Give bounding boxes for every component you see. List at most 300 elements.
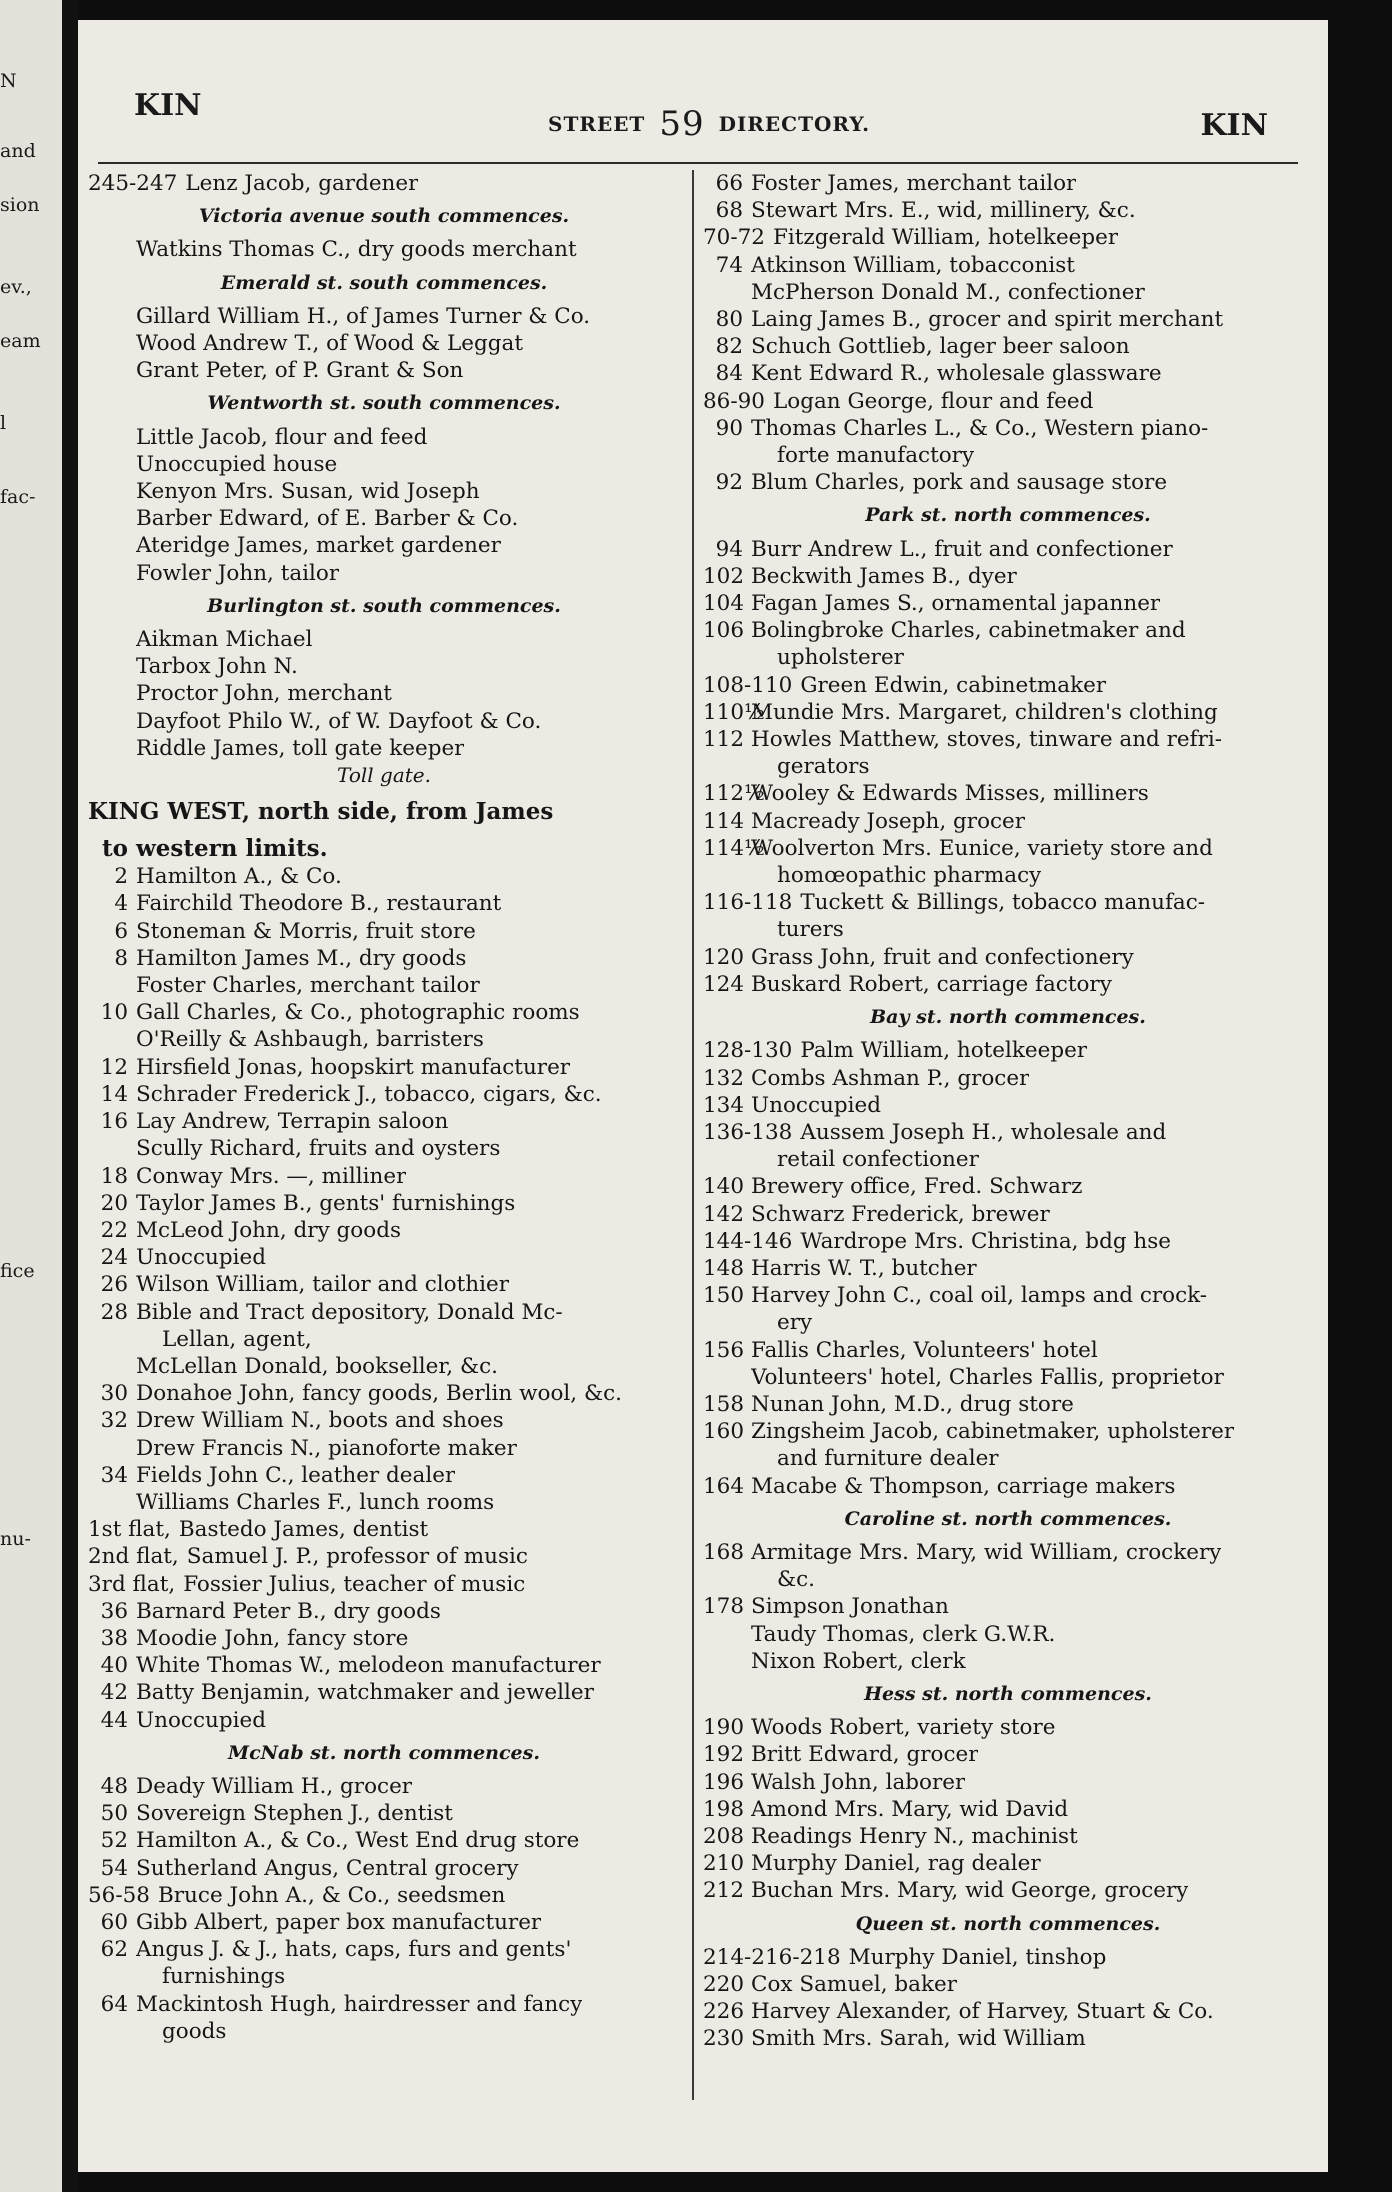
directory-entry [88,330,680,357]
entry-text: Gall Charles, & Co., photographic rooms [136,1000,580,1026]
entry-text: McLeod John, dry goods [136,1217,401,1243]
street-number [88,303,128,330]
entry-text: Thomas Charles L., & Co., Western piano- [751,415,1209,441]
street-number [88,1353,128,1380]
directory-entry [703,1769,1313,1796]
directory-entry [88,1652,680,1679]
entry-text: Samuel J. P., professor of music [186,1544,528,1570]
directory-entry [703,333,1313,360]
previous-page-fragment: l [0,412,7,434]
directory-entry [88,1936,680,1963]
directory-entry [88,1163,680,1190]
entry-text: Moodie John, fancy store [136,1625,409,1651]
directory-entry [703,1971,1313,1998]
entry-text: Tarbox John N. [136,654,298,680]
entry-text: White Thomas W., melodeon manufacturer [136,1653,601,1679]
running-head-directory: DIRECTORY. [718,112,871,136]
entry-continuation [703,1146,1313,1173]
street-number [703,1621,743,1648]
street-number [88,653,128,680]
entry-text: Wooley & Edwards Misses, milliners [751,781,1149,807]
entry-text: Nixon Robert, clerk [751,1648,966,1674]
street-number: 164 [703,1473,745,1499]
street-number: 62 [100,1937,128,1963]
cross-street-heading: Wentworth st. south commences. [207,392,561,415]
previous-page-fragment: nu- [0,1528,31,1550]
directory-entry [88,735,680,762]
directory-entry [703,1473,1313,1500]
entry-text: Howles Matthew, stoves, tinware and refri- [751,727,1223,753]
street-number: 110½ [703,699,765,725]
street-number: 28 [100,1299,128,1325]
entry-continuation [703,1309,1313,1336]
street-number: 128-130 [703,1038,793,1064]
entry-text: retail confectioner [777,1147,979,1173]
header-rule [98,162,1298,164]
page-number: 59 [659,104,705,144]
directory-entry [703,617,1313,644]
entry-text: Tuckett & Billings, tobacco manufac- [800,890,1206,916]
directory-entry [88,1217,680,1244]
street-number [88,1026,128,1053]
street-number: 92 [715,470,743,496]
directory-entry [88,1489,680,1516]
entry-text: Hamilton A., & Co. [136,864,342,890]
entry-text: Grass John, fruit and confectionery [751,944,1134,970]
directory-entry [703,1714,1313,1741]
section-heading: KING WEST, north side, from James [88,798,554,826]
entry-text: Beckwith James B., dyer [751,563,1017,589]
entry-text: Volunteers' hotel, Charles Fallis, proprietor [751,1364,1224,1390]
directory-entry [88,532,680,559]
directory-entry [88,1435,680,1462]
street-number: 190 [703,1715,745,1741]
street-number: 198 [703,1796,745,1822]
directory-entry [703,224,1313,251]
street-number: 220 [703,1972,745,1997]
entry-text: Woolverton Mrs. Eunice, variety store and [751,835,1213,861]
directory-entry [703,1944,1313,1971]
directory-entry [88,1625,680,1652]
entry-text: Logan George, flour and feed [772,388,1094,414]
entry-text: Burr Andrew L., fruit and confectioner [751,536,1173,562]
street-number: 30 [100,1381,128,1407]
previous-page-fragment: fac- [0,486,36,508]
directory-entry [703,1850,1313,1877]
cross-street-heading: Bay st. north commences. [870,1006,1146,1029]
street-number: 160 [703,1419,745,1445]
directory-entry [703,306,1313,333]
running-head-center [548,100,871,144]
directory-entry [88,1516,680,1543]
street-number: 22 [100,1217,128,1243]
entry-text: Drew Francis N., pianoforte maker [136,1435,517,1461]
directory-entry [88,236,680,263]
street-number: 210 [703,1851,745,1877]
entry-text: Lay Andrew, Terrapin saloon [136,1109,449,1135]
entry-text: and furniture dealer [777,1446,999,1472]
street-number: 104 [703,591,745,617]
previous-page-fragment: N [0,70,17,92]
entry-text: Mackintosh Hugh, hairdresser and fancy [136,1991,583,2017]
directory-entry [703,1337,1313,1364]
street-number: 36 [100,1598,128,1624]
street-number: 50 [100,1801,128,1827]
directory-entry [703,197,1313,224]
street-number: 116-118 [703,890,793,916]
entry-text: Batty Benjamin, watchmaker and jeweller [136,1680,594,1706]
entry-text: Stewart Mrs. E., wid, millinery, &c. [751,198,1136,224]
entry-text: Mundie Mrs. Margaret, children's clothing [751,699,1218,725]
directory-entry [88,1190,680,1217]
running-head-right: KIN [1200,108,1268,143]
directory-entry [703,672,1313,699]
street-number: 34 [100,1462,128,1488]
entry-continuation [88,1326,680,1353]
directory-entry [88,626,680,653]
entry-text: Buskard Robert, carriage factory [751,971,1112,997]
street-number: 196 [703,1769,745,1795]
entry-text: Foster Charles, merchant tailor [136,973,480,999]
cross-street-heading: Queen st. north commences. [855,1912,1161,1935]
entry-text: Harvey Alexander, of Harvey, Stuart & Co. [751,1999,1214,2025]
street-number: 38 [100,1625,128,1651]
entry-text: Combs Ashman P., grocer [751,1065,1030,1091]
directory-entry [703,971,1313,998]
street-number: 112 [703,727,745,753]
entry-text: Lenz Jacob, gardener [185,171,419,196]
previous-page-fragment: sion [0,194,40,216]
street-number: 192 [703,1742,745,1768]
street-number: 214-216-218 [703,1944,841,1970]
directory-entry [703,170,1313,197]
entry-text: Barber Edward, of E. Barber & Co. [136,506,519,532]
directory-entry [703,415,1313,442]
directory-entry [88,1827,680,1854]
entry-text: Bastedo James, dentist [178,1517,429,1543]
directory-entry [703,944,1313,971]
street-number [88,451,128,478]
directory-entry [88,1882,680,1909]
entry-number-blank [703,753,743,780]
directory-entry [703,699,1313,726]
directory-entry [88,1271,680,1298]
street-number: 120 [703,944,745,970]
street-number: 2nd flat, [88,1544,179,1570]
entry-number-blank [88,1963,128,1990]
entry-text: Taylor James B., gents' furnishings [136,1190,516,1216]
street-number: 124 [703,971,745,997]
street-number [88,424,128,451]
entry-text: Unoccupied [136,1707,266,1733]
entry-text: Bruce John A., & Co., seedsmen [157,1882,506,1908]
directory-entry [88,1407,680,1434]
entry-text: Brewery office, Fred. Schwarz [751,1174,1083,1200]
entry-text: Dayfoot Philo W., of W. Dayfoot & Co. [136,708,542,734]
entry-text: Little Jacob, flour and feed [136,424,428,450]
entry-text: Harvey John C., coal oil, lamps and crock- [751,1283,1208,1309]
directory-entry [88,1353,680,1380]
previous-page-fragment: eam [0,330,41,352]
entry-text: McPherson Donald M., confectioner [751,279,1145,305]
entry-text: gerators [777,754,870,780]
street-number: 66 [715,171,743,196]
left-column [88,170,680,2045]
street-number: 64 [100,1991,128,2017]
directory-entry [703,808,1313,835]
directory-entry [88,999,680,1026]
entry-text: Murphy Daniel, tinshop [848,1944,1107,1970]
entry-text: Britt Edward, grocer [751,1742,979,1768]
street-number: 18 [100,1163,128,1189]
entry-text: Stoneman & Morris, fruit store [136,918,476,944]
directory-entry [88,560,680,587]
entry-text: Fields John C., leather dealer [136,1462,456,1488]
street-number: 70-72 [703,225,765,251]
directory-entry [703,1796,1313,1823]
entry-number-blank [703,644,743,671]
street-number: 6 [114,918,128,944]
entry-text: Simpson Jonathan [751,1594,949,1620]
directory-entry [703,360,1313,387]
section-heading-continued: to western limits. [102,835,328,863]
street-number [703,279,743,306]
directory-entry [88,357,680,384]
street-number: 40 [100,1653,128,1679]
street-number: 54 [100,1855,128,1881]
entry-text: Drew William N., boots and shoes [136,1408,504,1434]
street-number: 148 [703,1255,745,1281]
entry-text: Taudy Thomas, clerk G.W.R. [751,1621,1056,1647]
street-number: 144-146 [703,1228,793,1254]
directory-entry [88,1081,680,1108]
directory-page [78,20,1328,2172]
entry-text: Blum Charles, pork and sausage store [751,470,1168,496]
street-number: 32 [100,1408,128,1434]
street-number [88,680,128,707]
entry-text: Atkinson William, tobacconist [751,252,1075,278]
street-number: 44 [100,1707,128,1733]
street-number: 230 [703,2026,745,2052]
entry-text: Watkins Thomas C., dry goods merchant [136,237,577,263]
entry-number-blank [703,862,743,889]
cross-street-heading: Victoria avenue south commences. [198,205,570,228]
street-number: 16 [100,1109,128,1135]
directory-entry [703,726,1313,753]
entry-text: Williams Charles F., lunch rooms [136,1489,495,1515]
entry-text: Foster James, merchant tailor [751,171,1077,196]
directory-entry [88,1380,680,1407]
street-number: 52 [100,1828,128,1854]
directory-entry [703,1092,1313,1119]
directory-entry [88,1991,680,2018]
directory-entry [88,972,680,999]
directory-entry [88,505,680,532]
running-head-left: KIN [134,88,202,123]
directory-entry [703,1119,1313,1146]
entry-number-blank [703,1445,743,1472]
street-number: 142 [703,1201,745,1227]
entry-text: Smith Mrs. Sarah, wid William [751,2026,1086,2052]
entry-text: Proctor John, merchant [136,681,392,707]
directory-entry [88,863,680,890]
directory-entry [88,1773,680,1800]
entry-text: Hamilton James M., dry goods [136,945,467,971]
cross-street-heading: McNab st. north commences. [228,1741,540,1764]
entry-text: Gillard William H., of James Turner & Co. [136,303,591,329]
directory-entry [88,424,680,451]
cross-street-heading: Caroline st. north commences. [844,1507,1172,1530]
entry-continuation [703,916,1313,943]
directory-entry [88,945,680,972]
street-number: 94 [715,536,743,562]
directory-entry [703,1621,1313,1648]
entry-text: Zingsheim Jacob, cabinetmaker, upholsterer [751,1419,1235,1445]
street-number: 4 [114,891,128,917]
entry-continuation [703,442,1313,469]
entry-text: Aikman Michael [136,627,313,653]
street-number: 42 [100,1680,128,1706]
directory-entry [703,1648,1313,1675]
directory-entry [703,1282,1313,1309]
street-number: 8 [114,945,128,971]
street-number [88,505,128,532]
street-number: 106 [703,618,745,644]
directory-entry [88,653,680,680]
directory-entry [88,1800,680,1827]
street-number [88,708,128,735]
street-number [88,626,128,653]
directory-entry [88,1299,680,1326]
street-number: 12 [100,1054,128,1080]
street-number: 24 [100,1245,128,1271]
directory-entry [88,451,680,478]
entry-text: Kenyon Mrs. Susan, wid Joseph [136,479,480,505]
street-number: 114 [703,808,745,834]
entry-text: Scully Richard, fruits and oysters [136,1136,501,1162]
directory-entry [703,1418,1313,1445]
entry-text: turers [777,917,844,943]
entry-text: furnishings [162,1964,286,1990]
entry-text: Buchan Mrs. Mary, wid George, grocery [751,1878,1189,1904]
directory-entry [703,889,1313,916]
directory-entry [703,1065,1313,1092]
entry-text: Wardrope Mrs. Christina, bdg hse [800,1228,1172,1254]
previous-page-fragment: and [0,140,36,162]
street-number [88,478,128,505]
entry-text: Bible and Tract depository, Donald Mc- [136,1299,563,1325]
entry-text: Barnard Peter B., dry goods [136,1598,441,1624]
street-number: 112½ [703,781,765,807]
street-number: 208 [703,1823,745,1849]
directory-entry [88,1571,680,1598]
entry-text: Angus J. & J., hats, caps, furs and gents' [136,1937,572,1963]
directory-entry [88,303,680,330]
directory-entry [703,1877,1313,1904]
entry-text: Lellan, agent, [162,1326,312,1352]
entry-text: &c. [777,1567,816,1593]
directory-entry [88,708,680,735]
previous-page-fragment: ev., [0,276,32,298]
directory-entry [703,469,1313,496]
entry-text: Riddle James, toll gate keeper [136,735,465,761]
directory-entry [88,918,680,945]
entry-text: Grant Peter, of P. Grant & Son [136,358,464,384]
street-number [88,330,128,357]
street-number [88,1489,128,1516]
street-number: 68 [715,198,743,224]
directory-entry [703,252,1313,279]
directory-entry [703,279,1313,306]
directory-entry [88,1026,680,1053]
toll-gate-note: Toll gate. [337,763,431,788]
street-number: 56-58 [88,1882,150,1908]
street-number: 90 [715,415,743,441]
street-number: 178 [703,1594,745,1620]
cross-street-heading: Park st. north commences. [865,504,1151,527]
binding-gutter [62,0,78,2192]
entry-text: Fowler John, tailor [136,560,340,586]
street-number [88,560,128,587]
street-number [88,532,128,559]
directory-entry [703,1228,1313,1255]
directory-entry [88,1598,680,1625]
entry-text: Fitzgerald William, hotelkeeper [772,225,1119,251]
entry-text: Sutherland Angus, Central grocery [136,1855,519,1881]
directory-entry [703,1539,1313,1566]
entry-text: Aussem Joseph H., wholesale and [800,1119,1167,1145]
directory-entry [88,890,680,917]
directory-entry [88,478,680,505]
directory-entry [88,1707,680,1734]
entry-text: upholsterer [777,645,904,671]
cross-street-heading: Burlington st. south commences. [207,594,561,617]
street-number: 168 [703,1539,745,1565]
directory-entry [703,1741,1313,1768]
directory-entry [703,590,1313,617]
entry-text: Gibb Albert, paper box manufacturer [136,1909,542,1935]
entry-text: Sovereign Stephen J., dentist [136,1801,453,1827]
directory-entry [703,388,1313,415]
street-number: 26 [100,1272,128,1298]
directory-entry [703,2025,1313,2052]
entry-number-blank [703,1146,743,1173]
entry-text: Readings Henry N., machinist [751,1823,1078,1849]
entry-continuation [703,644,1313,671]
cross-street-heading: Emerald st. south commences. [220,271,548,294]
entry-text: Unoccupied house [136,451,338,477]
street-number: 84 [715,361,743,387]
street-number: 10 [100,1000,128,1026]
entry-number-blank [703,1566,743,1593]
entry-text: Deady William H., grocer [136,1773,413,1799]
street-number: 14 [100,1081,128,1107]
directory-entry [88,680,680,707]
entry-text: Green Edwin, cabinetmaker [800,672,1107,698]
entry-number-blank [703,1309,743,1336]
street-number: 102 [703,563,745,589]
directory-entry [88,1679,680,1706]
running-head-street: STREET [548,112,646,136]
entry-text: Laing James B., grocer and spirit merchant [751,307,1224,333]
entry-continuation [88,2018,680,2045]
street-number: 136-138 [703,1119,793,1145]
entry-text: homœopathic pharmacy [777,863,1042,889]
entry-text: Palm William, hotelkeeper [800,1038,1088,1064]
street-number: 48 [100,1773,128,1799]
directory-entry [703,835,1313,862]
directory-entry [703,1364,1313,1391]
